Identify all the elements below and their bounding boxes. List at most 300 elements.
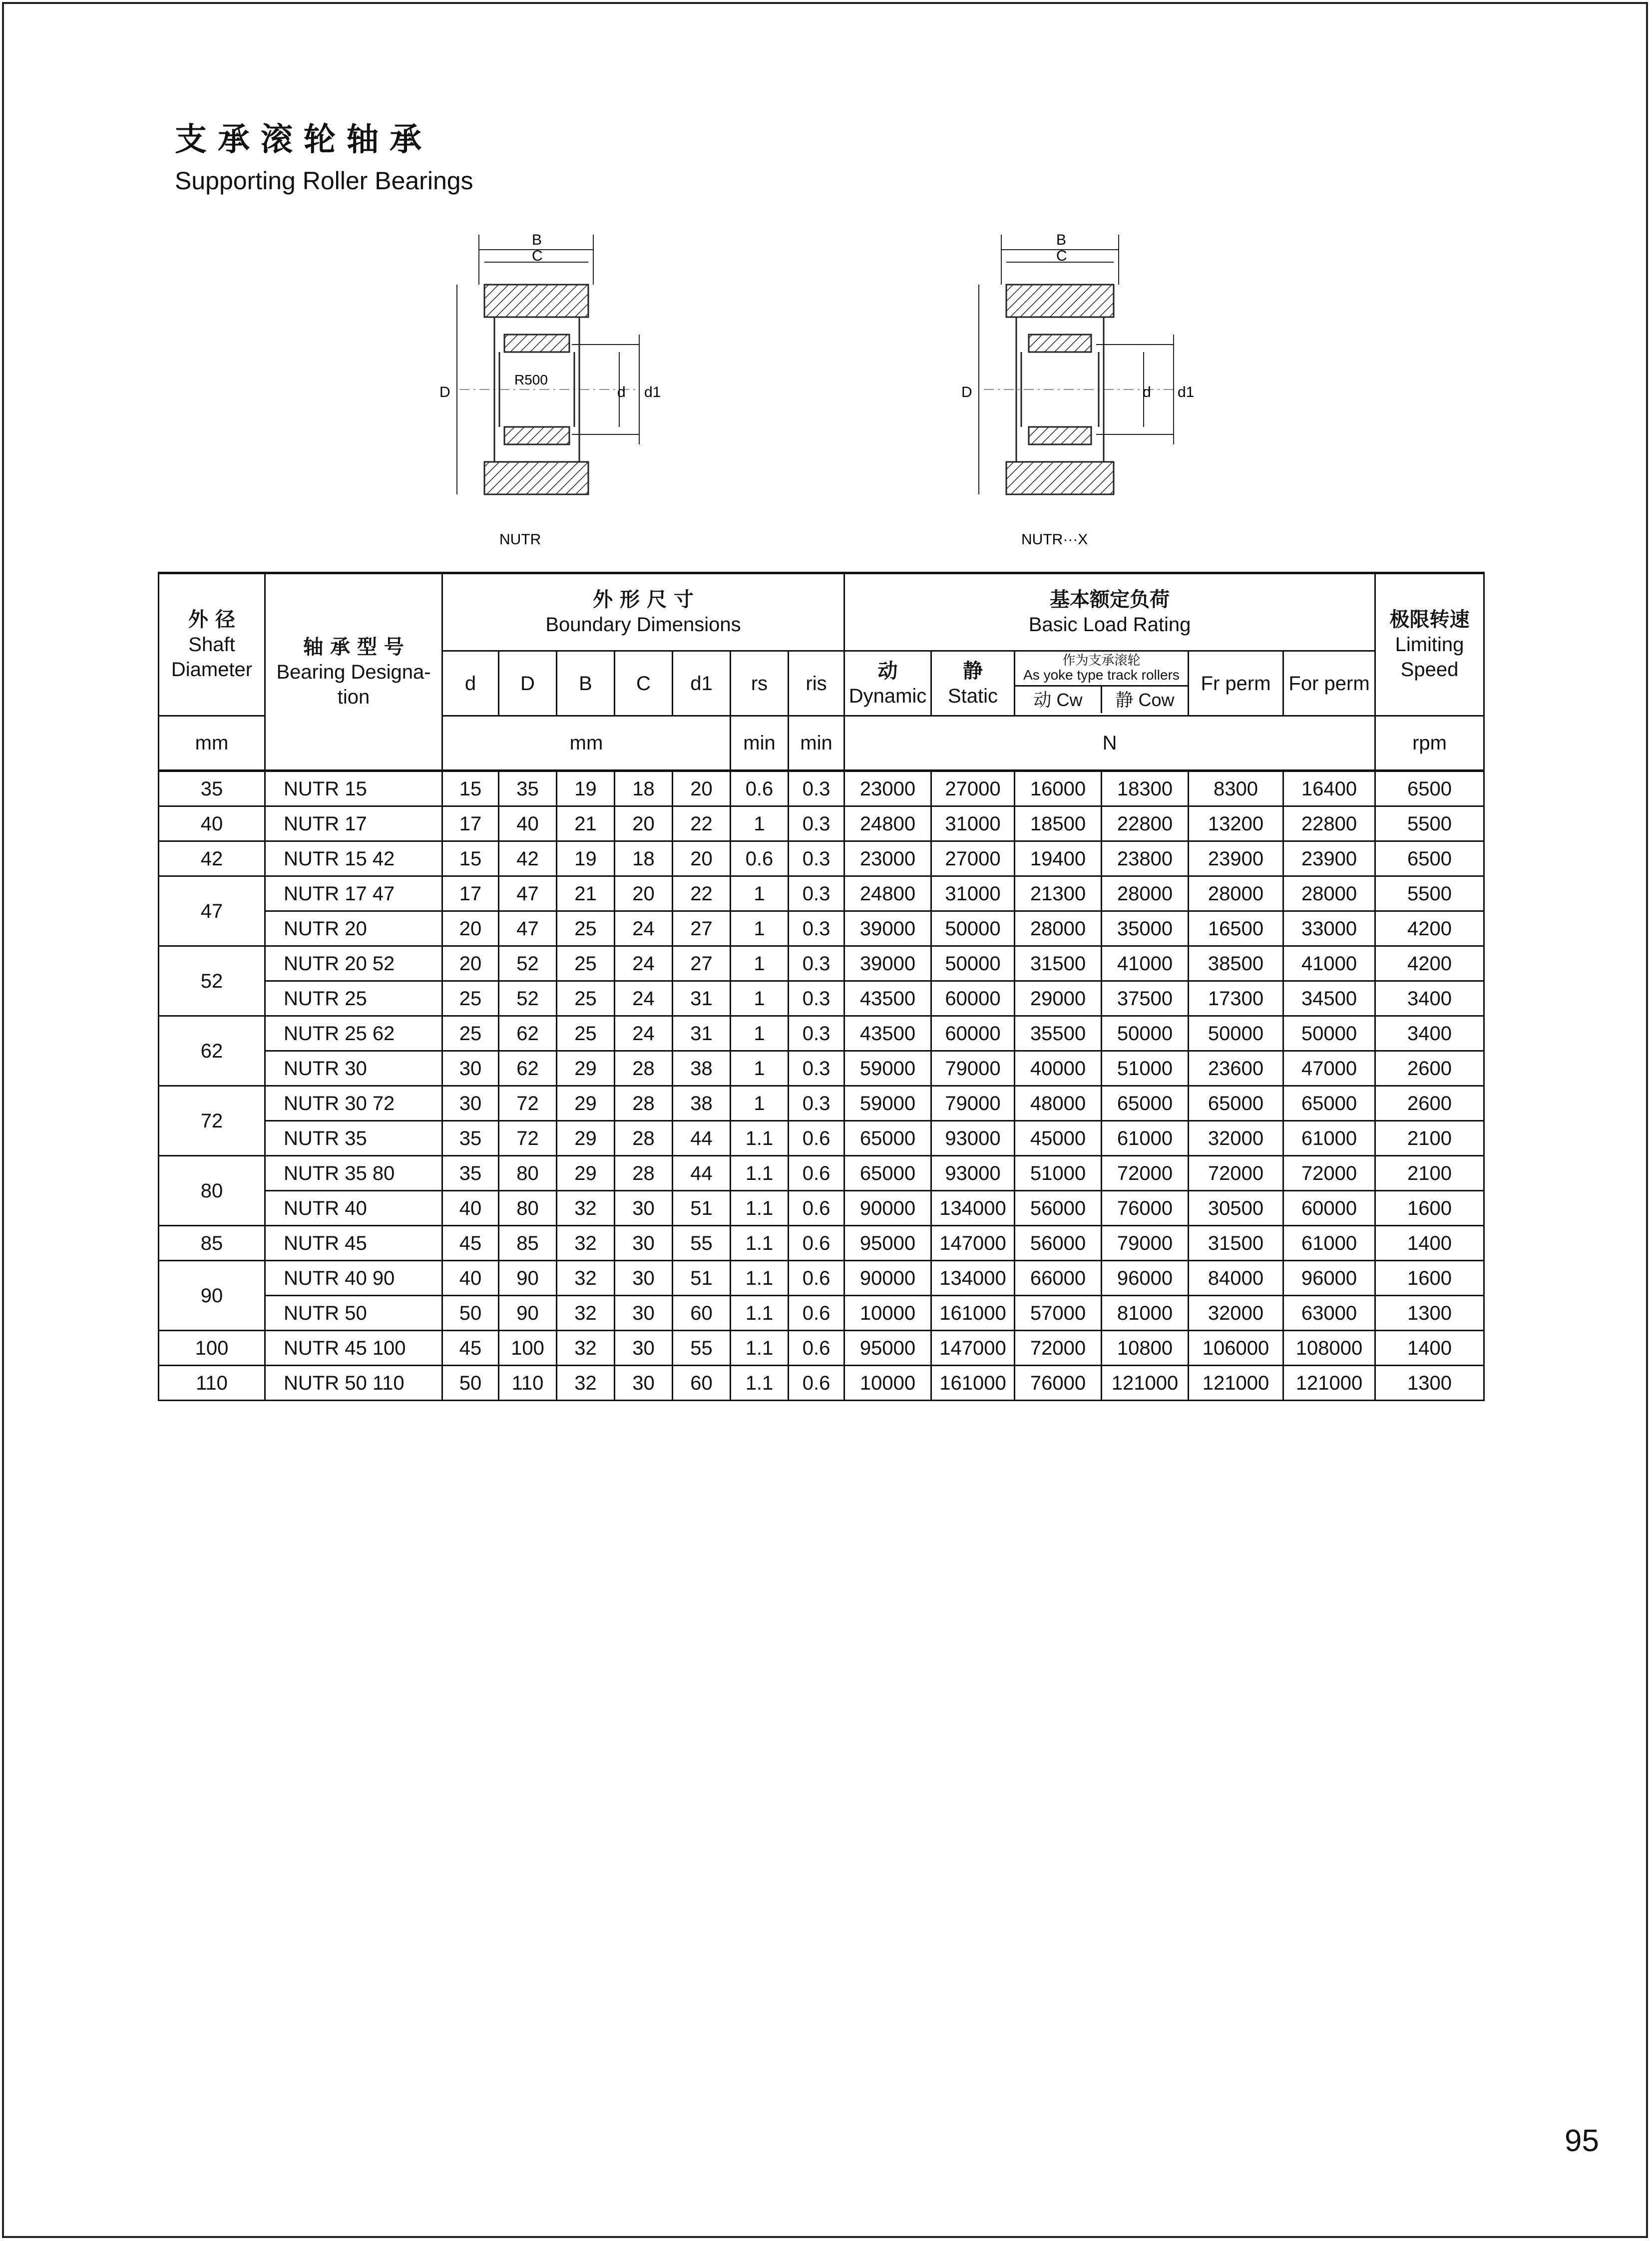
cell-cow: 76000 <box>1102 1191 1189 1226</box>
table-header <box>159 573 1484 771</box>
cell-rs: 1 <box>731 876 789 911</box>
cell-d1: 27 <box>673 911 731 946</box>
cell-d1: 22 <box>673 876 731 911</box>
cell-for: 16400 <box>1283 771 1375 806</box>
nutr-drawing <box>429 225 669 554</box>
cell-stat: 60000 <box>931 981 1015 1016</box>
label-d: d <box>617 384 626 400</box>
cell-stat: 50000 <box>931 946 1015 981</box>
cell-d: 20 <box>442 946 499 981</box>
cell-d: 17 <box>442 806 499 841</box>
cell-B: 32 <box>557 1261 615 1296</box>
cell-stat: 79000 <box>931 1086 1015 1121</box>
cell-fr: 106000 <box>1189 1331 1283 1366</box>
cell-ris: 0.3 <box>789 1086 844 1121</box>
cell-C: 30 <box>615 1226 673 1261</box>
col-dynamic: 动 Dynamic <box>844 651 931 716</box>
cell-dyn: 23000 <box>844 771 931 806</box>
speed-unit: rpm <box>1375 716 1484 771</box>
cell-dyn: 39000 <box>844 946 931 981</box>
cell-ris: 0.6 <box>789 1366 844 1401</box>
table-row <box>159 771 1484 806</box>
cell-B: 19 <box>557 841 615 876</box>
cell-fr: 121000 <box>1189 1366 1283 1401</box>
col-yoke-type: 作为支承滚轮 As yoke type track rollers 动 Cw 静 Cow <box>1015 651 1189 716</box>
cell-speed: 1400 <box>1375 1331 1484 1366</box>
cell-d1: 22 <box>673 806 731 841</box>
nutr-x-drawing <box>954 225 1214 554</box>
label-C: C <box>532 248 543 264</box>
shaft-diameter-cell: 80 <box>159 1156 265 1226</box>
table-row <box>159 1366 1484 1401</box>
cell-stat: 161000 <box>931 1296 1015 1331</box>
designation-header: 轴 承 型 号 Bearing Designa- tion <box>265 573 442 771</box>
cell-C: 28 <box>615 1121 673 1156</box>
limiting-speed-header: 极限转速 Limiting Speed <box>1375 573 1484 716</box>
col-C: C <box>615 651 673 716</box>
cell-fr: 50000 <box>1189 1016 1283 1051</box>
table-row <box>159 1296 1484 1331</box>
cell-B: 25 <box>557 946 615 981</box>
cell-speed: 3400 <box>1375 1016 1484 1051</box>
cell-cw: 28000 <box>1015 911 1102 946</box>
table-row <box>159 841 1484 876</box>
cell-dyn: 90000 <box>844 1261 931 1296</box>
cell-d1: 60 <box>673 1366 731 1401</box>
cell-fr: 65000 <box>1189 1086 1283 1121</box>
cell-cow: 96000 <box>1102 1261 1189 1296</box>
cell-for: 108000 <box>1283 1331 1375 1366</box>
label-radius: R500 <box>514 372 548 387</box>
cell-B: 32 <box>557 1296 615 1331</box>
cell-C: 30 <box>615 1366 673 1401</box>
cell-ris: 0.6 <box>789 1121 844 1156</box>
cell-stat: 27000 <box>931 841 1015 876</box>
cell-fr: 23600 <box>1189 1051 1283 1086</box>
shaft-header: 外 径 Shaft Diameter <box>159 573 265 716</box>
label-d: d <box>1143 384 1151 400</box>
cell-cow: 37500 <box>1102 981 1189 1016</box>
cell-ris: 0.3 <box>789 981 844 1016</box>
cell-dyn: 95000 <box>844 1331 931 1366</box>
cell-fr: 31500 <box>1189 1226 1283 1261</box>
col-d1: d1 <box>673 651 731 716</box>
cell-rs: 1.1 <box>731 1121 789 1156</box>
cell-cow: 18300 <box>1102 771 1189 806</box>
cell-stat: 93000 <box>931 1156 1015 1191</box>
cell-D: 35 <box>499 771 557 806</box>
cell-for: 61000 <box>1283 1121 1375 1156</box>
cell-for: 60000 <box>1283 1191 1375 1226</box>
drawing-caption-nutr: NUTR <box>499 531 541 548</box>
cell-fr: 30500 <box>1189 1191 1283 1226</box>
col-fr-perm: Fr perm <box>1189 651 1283 716</box>
cell-fr: 28000 <box>1189 876 1283 911</box>
designation-cell: NUTR 17 <box>265 806 442 841</box>
cell-dyn: 39000 <box>844 911 931 946</box>
cell-speed: 1300 <box>1375 1296 1484 1331</box>
cell-d1: 20 <box>673 841 731 876</box>
label-D: D <box>439 384 450 400</box>
cell-d: 15 <box>442 841 499 876</box>
cell-cow: 121000 <box>1102 1366 1189 1401</box>
cell-fr: 38500 <box>1189 946 1283 981</box>
cell-cow: 72000 <box>1102 1156 1189 1191</box>
cell-d1: 51 <box>673 1261 731 1296</box>
nutr-cross-section <box>429 225 669 554</box>
table-row <box>159 1121 1484 1156</box>
table-row <box>159 1261 1484 1296</box>
designation-cell: NUTR 30 <box>265 1051 442 1086</box>
cell-cow: 50000 <box>1102 1016 1189 1051</box>
bearing-spec-table <box>158 572 1485 1401</box>
cell-dyn: 43500 <box>844 981 931 1016</box>
cell-d: 30 <box>442 1051 499 1086</box>
cell-fr: 84000 <box>1189 1261 1283 1296</box>
designation-cell: NUTR 30 72 <box>265 1086 442 1121</box>
cell-cw: 19400 <box>1015 841 1102 876</box>
cell-B: 32 <box>557 1191 615 1226</box>
cell-ris: 0.6 <box>789 1191 844 1226</box>
cell-rs: 1 <box>731 1051 789 1086</box>
cell-for: 28000 <box>1283 876 1375 911</box>
cell-ris: 0.3 <box>789 946 844 981</box>
shaft-diameter-cell: 40 <box>159 806 265 841</box>
cell-cw: 45000 <box>1015 1121 1102 1156</box>
cell-speed: 2600 <box>1375 1051 1484 1086</box>
cell-d1: 31 <box>673 1016 731 1051</box>
cell-C: 30 <box>615 1331 673 1366</box>
shaft-diameter-cell: 100 <box>159 1331 265 1366</box>
cell-rs: 0.6 <box>731 771 789 806</box>
cell-d: 17 <box>442 876 499 911</box>
cell-cow: 23800 <box>1102 841 1189 876</box>
label-d1: d1 <box>644 384 661 400</box>
cell-dyn: 23000 <box>844 841 931 876</box>
cell-cw: 56000 <box>1015 1226 1102 1261</box>
shaft-diameter-cell: 35 <box>159 771 265 806</box>
cell-D: 62 <box>499 1016 557 1051</box>
cell-cw: 18500 <box>1015 806 1102 841</box>
cell-stat: 31000 <box>931 876 1015 911</box>
cell-dyn: 10000 <box>844 1296 931 1331</box>
cell-ris: 0.3 <box>789 771 844 806</box>
cell-D: 47 <box>499 876 557 911</box>
cell-d: 50 <box>442 1296 499 1331</box>
page-number: 95 <box>1565 2124 1599 2158</box>
cell-cow: 35000 <box>1102 911 1189 946</box>
cell-rs: 1 <box>731 806 789 841</box>
cell-fr: 16500 <box>1189 911 1283 946</box>
cell-cw: 57000 <box>1015 1296 1102 1331</box>
cell-for: 33000 <box>1283 911 1375 946</box>
cell-for: 47000 <box>1283 1051 1375 1086</box>
designation-cell: NUTR 25 <box>265 981 442 1016</box>
cell-dyn: 10000 <box>844 1366 931 1401</box>
shaft-diameter-cell: 62 <box>159 1016 265 1086</box>
cell-B: 32 <box>557 1331 615 1366</box>
cell-cw: 40000 <box>1015 1051 1102 1086</box>
cell-fr: 13200 <box>1189 806 1283 841</box>
page-title-cn: 支承滚轮轴承 <box>175 121 432 158</box>
designation-cell: NUTR 35 80 <box>265 1156 442 1191</box>
page-title-en: Supporting Roller Bearings <box>175 167 473 195</box>
table-row <box>159 876 1484 911</box>
cell-B: 29 <box>557 1121 615 1156</box>
cell-d1: 38 <box>673 1051 731 1086</box>
cell-dyn: 65000 <box>844 1121 931 1156</box>
cell-ris: 0.3 <box>789 1051 844 1086</box>
cell-rs: 1.1 <box>731 1191 789 1226</box>
cell-dyn: 24800 <box>844 806 931 841</box>
cell-cow: 10800 <box>1102 1331 1189 1366</box>
label-d1: d1 <box>1178 384 1195 400</box>
col-static: 静 Static <box>931 651 1015 716</box>
cell-D: 62 <box>499 1051 557 1086</box>
shaft-diameter-cell: 90 <box>159 1261 265 1331</box>
table-row <box>159 1156 1484 1191</box>
table-row <box>159 1016 1484 1051</box>
designation-cell: NUTR 20 52 <box>265 946 442 981</box>
boundary-unit: mm <box>442 716 731 771</box>
cell-stat: 93000 <box>931 1121 1015 1156</box>
cell-for: 61000 <box>1283 1226 1375 1261</box>
cell-D: 80 <box>499 1156 557 1191</box>
cell-dyn: 43500 <box>844 1016 931 1051</box>
cell-d1: 44 <box>673 1156 731 1191</box>
table-row <box>159 1226 1484 1261</box>
cell-D: 85 <box>499 1226 557 1261</box>
cell-rs: 1.1 <box>731 1261 789 1296</box>
cell-dyn: 59000 <box>844 1051 931 1086</box>
label-B: B <box>532 232 542 248</box>
cell-C: 24 <box>615 946 673 981</box>
cell-ris: 0.6 <box>789 1331 844 1366</box>
cell-speed: 2100 <box>1375 1156 1484 1191</box>
cell-for: 50000 <box>1283 1016 1375 1051</box>
cell-C: 20 <box>615 806 673 841</box>
col-for-perm: For perm <box>1283 651 1375 716</box>
cell-speed: 1300 <box>1375 1366 1484 1401</box>
cell-for: 41000 <box>1283 946 1375 981</box>
cell-ris: 0.6 <box>789 1296 844 1331</box>
cell-d: 30 <box>442 1086 499 1121</box>
cell-ris: 0.6 <box>789 1156 844 1191</box>
cell-B: 25 <box>557 1016 615 1051</box>
shaft-diameter-cell: 47 <box>159 876 265 946</box>
cell-rs: 1.1 <box>731 1366 789 1401</box>
cell-fr: 17300 <box>1189 981 1283 1016</box>
cell-D: 72 <box>499 1121 557 1156</box>
cell-rs: 1 <box>731 911 789 946</box>
cell-C: 18 <box>615 841 673 876</box>
shaft-diameter-cell: 52 <box>159 946 265 1016</box>
cell-C: 18 <box>615 771 673 806</box>
cell-ris: 0.3 <box>789 1016 844 1051</box>
cell-D: 47 <box>499 911 557 946</box>
table-row <box>159 946 1484 981</box>
cell-d: 15 <box>442 771 499 806</box>
cell-d1: 20 <box>673 771 731 806</box>
cell-speed: 6500 <box>1375 771 1484 806</box>
cell-B: 29 <box>557 1156 615 1191</box>
shaft-diameter-cell: 42 <box>159 841 265 876</box>
col-cow: 静 Cow <box>1115 690 1175 711</box>
cell-cw: 16000 <box>1015 771 1102 806</box>
cell-cw: 29000 <box>1015 981 1102 1016</box>
cell-fr: 32000 <box>1189 1121 1283 1156</box>
label-C: C <box>1056 248 1067 264</box>
label-B: B <box>1056 232 1067 248</box>
cell-for: 121000 <box>1283 1366 1375 1401</box>
drawing-caption-nutr-x: NUTR···X <box>1021 531 1088 548</box>
cell-speed: 5500 <box>1375 876 1484 911</box>
cell-ris: 0.3 <box>789 806 844 841</box>
table-row <box>159 806 1484 841</box>
cell-d: 25 <box>442 981 499 1016</box>
cell-d: 50 <box>442 1366 499 1401</box>
cell-C: 28 <box>615 1086 673 1121</box>
shaft-diameter-cell: 72 <box>159 1086 265 1156</box>
cell-d1: 60 <box>673 1296 731 1331</box>
cell-D: 100 <box>499 1331 557 1366</box>
table-row <box>159 1331 1484 1366</box>
cell-ris: 0.3 <box>789 841 844 876</box>
cell-speed: 5500 <box>1375 806 1484 841</box>
cell-stat: 50000 <box>931 911 1015 946</box>
cell-cw: 48000 <box>1015 1086 1102 1121</box>
cell-B: 21 <box>557 806 615 841</box>
boundary-dimensions-header: 外 形 尺 寸 Boundary Dimensions <box>442 573 844 651</box>
designation-cell: NUTR 45 100 <box>265 1331 442 1366</box>
cell-B: 32 <box>557 1226 615 1261</box>
cell-dyn: 59000 <box>844 1086 931 1121</box>
designation-cell: NUTR 50 <box>265 1296 442 1331</box>
cell-d1: 27 <box>673 946 731 981</box>
cell-for: 63000 <box>1283 1296 1375 1331</box>
cell-stat: 134000 <box>931 1261 1015 1296</box>
cell-B: 25 <box>557 981 615 1016</box>
cell-speed: 1600 <box>1375 1191 1484 1226</box>
cell-rs: 0.6 <box>731 841 789 876</box>
cell-stat: 147000 <box>931 1331 1015 1366</box>
cell-cow: 41000 <box>1102 946 1189 981</box>
col-cw: 动 Cw <box>1015 687 1102 713</box>
cell-stat: 31000 <box>931 806 1015 841</box>
cell-d1: 38 <box>673 1086 731 1121</box>
cell-rs: 1.1 <box>731 1331 789 1366</box>
cell-d: 20 <box>442 911 499 946</box>
table-body <box>159 771 1484 1401</box>
cell-dyn: 65000 <box>844 1156 931 1191</box>
cell-rs: 1 <box>731 1086 789 1121</box>
designation-cell: NUTR 50 110 <box>265 1366 442 1401</box>
cell-speed: 6500 <box>1375 841 1484 876</box>
cell-speed: 2600 <box>1375 1086 1484 1121</box>
table-row <box>159 911 1484 946</box>
cell-cw: 76000 <box>1015 1366 1102 1401</box>
cell-cow: 79000 <box>1102 1226 1189 1261</box>
cell-d1: 44 <box>673 1121 731 1156</box>
cell-C: 30 <box>615 1296 673 1331</box>
cell-d: 35 <box>442 1121 499 1156</box>
cell-C: 20 <box>615 876 673 911</box>
designation-cell: NUTR 25 62 <box>265 1016 442 1051</box>
cell-B: 21 <box>557 876 615 911</box>
cell-cw: 56000 <box>1015 1191 1102 1226</box>
cell-stat: 134000 <box>931 1191 1015 1226</box>
cell-cow: 65000 <box>1102 1086 1189 1121</box>
cell-speed: 1600 <box>1375 1261 1484 1296</box>
cell-D: 90 <box>499 1261 557 1296</box>
cell-for: 72000 <box>1283 1156 1375 1191</box>
cell-C: 30 <box>615 1191 673 1226</box>
cell-rs: 1.1 <box>731 1296 789 1331</box>
cell-D: 52 <box>499 981 557 1016</box>
cell-C: 24 <box>615 1016 673 1051</box>
cell-for: 34500 <box>1283 981 1375 1016</box>
cell-stat: 79000 <box>931 1051 1015 1086</box>
cell-speed: 4200 <box>1375 911 1484 946</box>
cell-speed: 2100 <box>1375 1121 1484 1156</box>
col-D: D <box>499 651 557 716</box>
col-d: d <box>442 651 499 716</box>
rs-unit: min <box>731 716 789 771</box>
cell-dyn: 95000 <box>844 1226 931 1261</box>
designation-cell: NUTR 45 <box>265 1226 442 1261</box>
cell-fr: 32000 <box>1189 1296 1283 1331</box>
cell-cw: 66000 <box>1015 1261 1102 1296</box>
cell-D: 90 <box>499 1296 557 1331</box>
label-D: D <box>961 384 972 400</box>
cell-C: 24 <box>615 981 673 1016</box>
cell-d: 25 <box>442 1016 499 1051</box>
cell-D: 110 <box>499 1366 557 1401</box>
cell-C: 28 <box>615 1156 673 1191</box>
cell-stat: 60000 <box>931 1016 1015 1051</box>
cell-B: 29 <box>557 1086 615 1121</box>
cell-cw: 72000 <box>1015 1331 1102 1366</box>
cell-speed: 4200 <box>1375 946 1484 981</box>
cell-ris: 0.6 <box>789 1226 844 1261</box>
col-ris: ris <box>789 651 844 716</box>
shaft-diameter-cell: 110 <box>159 1366 265 1401</box>
designation-cell: NUTR 17 47 <box>265 876 442 911</box>
load-unit: N <box>844 716 1375 771</box>
cell-C: 24 <box>615 911 673 946</box>
cell-cw: 51000 <box>1015 1156 1102 1191</box>
cell-speed: 3400 <box>1375 981 1484 1016</box>
shaft-diameter-cell: 85 <box>159 1226 265 1261</box>
cell-cw: 21300 <box>1015 876 1102 911</box>
designation-cell: NUTR 35 <box>265 1121 442 1156</box>
table-row <box>159 1191 1484 1226</box>
cell-dyn: 24800 <box>844 876 931 911</box>
col-B: B <box>557 651 615 716</box>
cell-cw: 31500 <box>1015 946 1102 981</box>
cell-rs: 1 <box>731 946 789 981</box>
ris-unit: min <box>789 716 844 771</box>
designation-cell: NUTR 40 90 <box>265 1261 442 1296</box>
nutr-x-cross-section <box>954 225 1214 554</box>
shaft-unit: mm <box>159 716 265 771</box>
cell-B: 19 <box>557 771 615 806</box>
cell-cow: 22800 <box>1102 806 1189 841</box>
designation-cell: NUTR 15 <box>265 771 442 806</box>
cell-B: 32 <box>557 1366 615 1401</box>
designation-cell: NUTR 20 <box>265 911 442 946</box>
cell-for: 65000 <box>1283 1086 1375 1121</box>
